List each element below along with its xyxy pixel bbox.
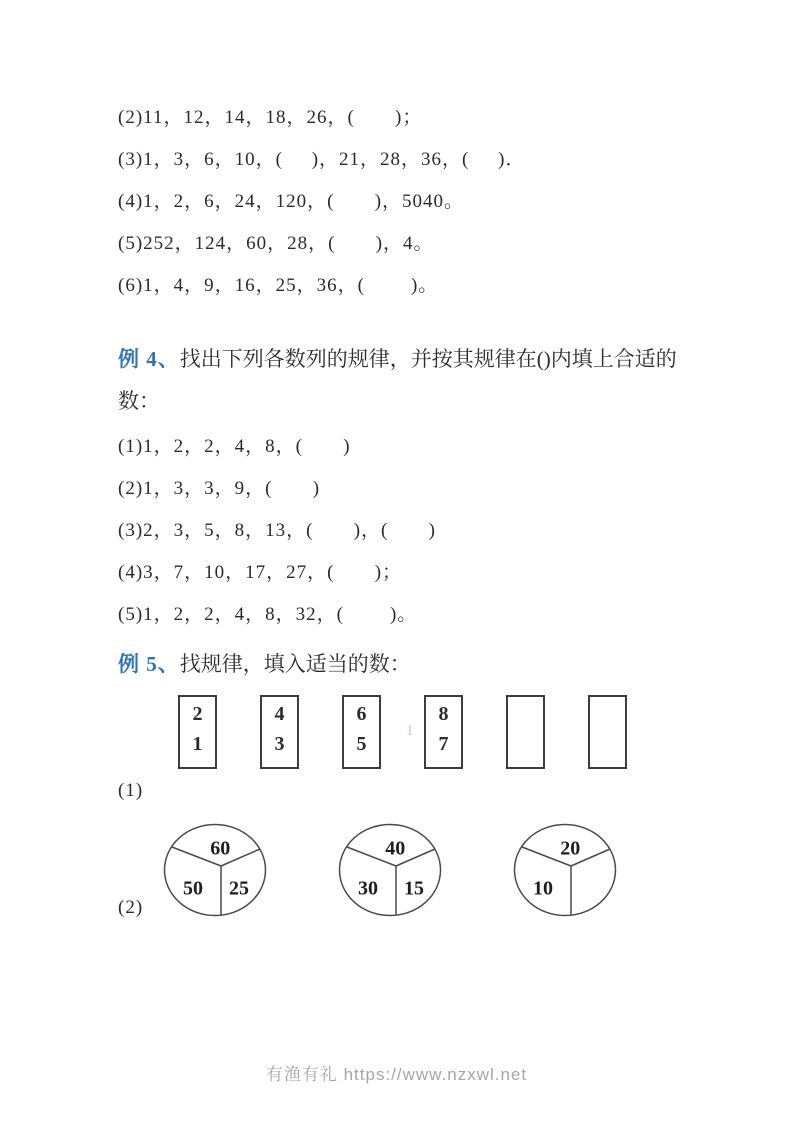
part1-label: (1)	[118, 780, 144, 801]
sequence-line: (3)1，3，6，10，( )，21，28，36，( )．	[118, 149, 526, 170]
example4-heading	[118, 338, 703, 422]
example4-items	[118, 432, 793, 629]
example5-heading	[118, 643, 703, 685]
sequence-line: (3)2，3，5，8，13，( )，( )	[118, 520, 436, 541]
divided-circle	[513, 823, 617, 919]
box-top-number: 4	[274, 703, 285, 725]
sequence-line: (2)1，3，3，9，( )	[118, 478, 321, 499]
number-box-empty	[506, 695, 545, 769]
part2-label: (2)	[118, 897, 144, 918]
faint-watermark-digit: 1	[406, 723, 414, 739]
box-bottom-number: 5	[356, 733, 367, 755]
example4-title: 找出下列各数列的规律，并按其规律在()内填上合适的数：	[118, 347, 677, 413]
circle-right-value: 25	[229, 877, 249, 900]
circle-left-value: 50	[183, 877, 203, 900]
circle-top-value: 40	[385, 837, 406, 860]
sequence-line: (6)1，4，9，16，25，36，( )。	[118, 275, 439, 296]
circle-top-value: 20	[560, 837, 581, 860]
box-top-number: 8	[438, 703, 449, 725]
circle-right-value: 15	[404, 877, 424, 900]
box-bottom-number: 1	[192, 733, 203, 755]
box-bottom-number: 3	[274, 733, 285, 755]
divided-circles	[163, 823, 793, 919]
circle-left-value: 10	[533, 877, 553, 900]
box-top-number: 2	[192, 703, 203, 725]
example5-title: 找规律，填入适当的数：	[179, 652, 411, 676]
number-boxes	[178, 695, 793, 769]
number-box	[178, 695, 217, 769]
box-top-number: 6	[356, 703, 367, 725]
circle-top-value: 60	[210, 837, 231, 860]
divided-circle	[163, 823, 267, 919]
example5-label: 例 5、	[118, 652, 180, 676]
sequence-line: (5)252，124，60，28，( )，4。	[118, 233, 434, 254]
sequence-line: (1)1，2，2，4，8，( )	[118, 436, 351, 457]
example4-label: 例 4、	[118, 347, 180, 371]
example5-circles-row	[118, 823, 793, 923]
number-box	[424, 695, 463, 769]
number-box	[260, 695, 299, 769]
circle-left-value: 30	[358, 877, 378, 900]
number-box-empty	[588, 695, 627, 769]
number-box	[342, 695, 381, 769]
sequence-line: (2)11，12，14，18，26，( )；	[118, 107, 423, 128]
footer-watermark-text: 有渔有礼 https://www.nzxwl.net	[265, 1065, 528, 1084]
sequence-line: (5)1，2，2，4，8，32，( )。	[118, 604, 418, 625]
sequence-line: (4)1，2，6，24，120，( )，5040。	[118, 191, 465, 212]
divided-circle	[338, 823, 442, 919]
sequence-line: (4)3，7，10，17，27，( )；	[118, 562, 403, 583]
example5-boxes-row	[118, 695, 793, 773]
box-bottom-number: 7	[438, 733, 449, 755]
